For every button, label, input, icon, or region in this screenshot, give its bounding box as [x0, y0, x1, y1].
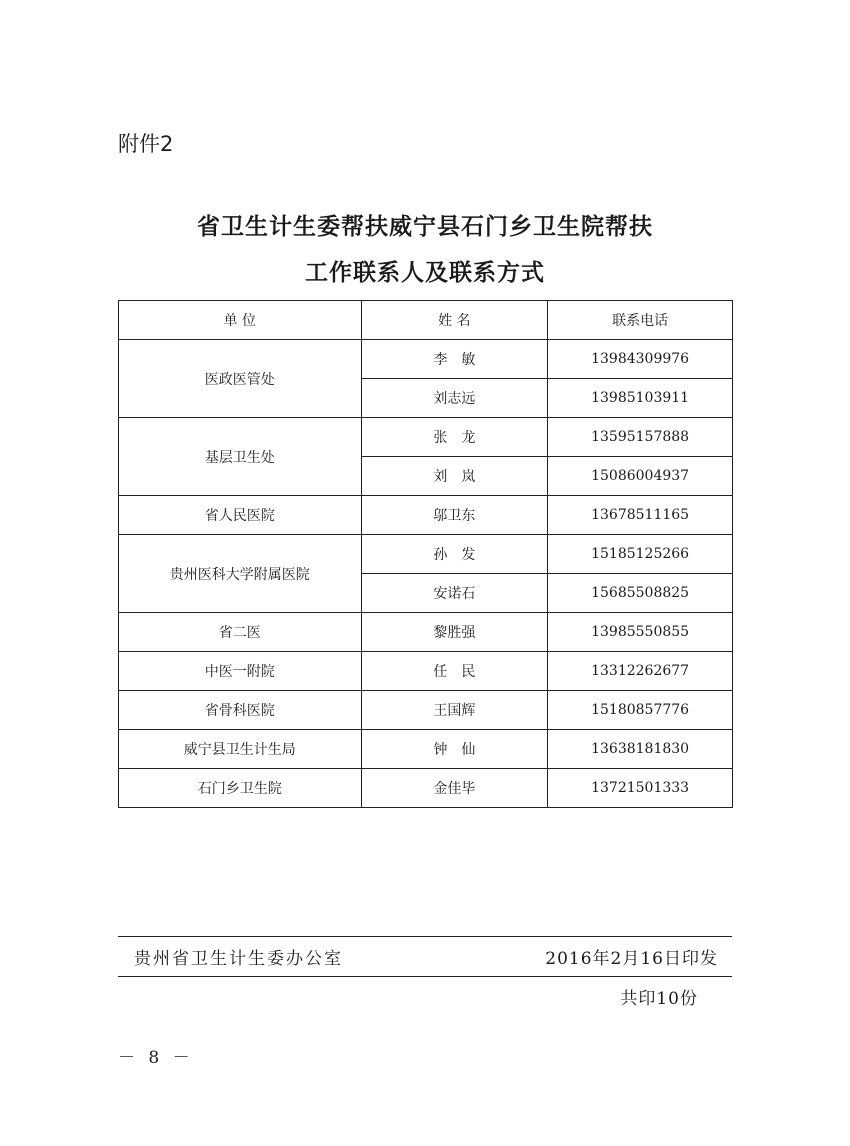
header-name: 姓 名 — [361, 301, 548, 340]
unit-cell: 中医一附院 — [119, 652, 362, 691]
table-row — [119, 418, 733, 457]
phone-cell: 13984309976 — [548, 340, 733, 379]
name-cell: 刘 岚 — [361, 457, 548, 496]
unit-cell: 石门乡卫生院 — [119, 769, 362, 808]
name-cell: 任 民 — [361, 652, 548, 691]
attachment-label: 附件2 — [118, 132, 174, 156]
name-cell: 张 龙 — [361, 418, 548, 457]
name-cell: 金佳毕 — [361, 769, 548, 808]
table-row — [119, 652, 733, 691]
phone-cell: 13638181830 — [548, 730, 733, 769]
phone-cell: 13721501333 — [548, 769, 733, 808]
header-phone: 联系电话 — [548, 301, 733, 340]
phone-cell: 15180857776 — [548, 691, 733, 730]
table-row — [119, 496, 733, 535]
footer-bottom-rule — [118, 976, 732, 977]
document-title-line2: 工作联系人及联系方式 — [305, 259, 545, 286]
phone-cell: 13678511165 — [548, 496, 733, 535]
print-date: 2016年2月16日印发 — [545, 949, 718, 969]
phone-cell: 15685508825 — [548, 574, 733, 613]
name-cell: 安诺石 — [361, 574, 548, 613]
unit-cell: 省骨科医院 — [119, 691, 362, 730]
footer-top-rule — [118, 936, 732, 937]
table-header-row — [119, 301, 733, 340]
name-cell: 孙 发 — [361, 535, 548, 574]
name-cell: 李 敏 — [361, 340, 548, 379]
table-row — [119, 769, 733, 808]
table-row — [119, 691, 733, 730]
name-cell: 刘志远 — [361, 379, 548, 418]
contacts-table — [118, 300, 733, 808]
table-row — [119, 340, 733, 379]
phone-cell: 15086004937 — [548, 457, 733, 496]
table-row — [119, 730, 733, 769]
copies-count: 共印10份 — [620, 989, 698, 1009]
table-row — [119, 535, 733, 574]
header-unit: 单 位 — [119, 301, 362, 340]
phone-cell: 15185125266 — [548, 535, 733, 574]
phone-cell: 13985550855 — [548, 613, 733, 652]
page-number: － 8 － — [118, 1048, 194, 1068]
phone-cell: 13312262677 — [548, 652, 733, 691]
issuing-organization: 贵州省卫生计生委办公室 — [134, 949, 343, 969]
unit-cell: 医政医管处 — [119, 340, 362, 418]
phone-cell: 13595157888 — [548, 418, 733, 457]
unit-cell: 省人民医院 — [119, 496, 362, 535]
name-cell: 王国辉 — [361, 691, 548, 730]
unit-cell: 威宁县卫生计生局 — [119, 730, 362, 769]
unit-cell: 基层卫生处 — [119, 418, 362, 496]
phone-cell: 13985103911 — [548, 379, 733, 418]
name-cell: 钟 仙 — [361, 730, 548, 769]
unit-cell: 贵州医科大学附属医院 — [119, 535, 362, 613]
name-cell: 黎胜强 — [361, 613, 548, 652]
name-cell: 邬卫东 — [361, 496, 548, 535]
unit-cell: 省二医 — [119, 613, 362, 652]
document-title-line1: 省卫生计生委帮扶威宁县石门乡卫生院帮扶 — [197, 213, 653, 240]
table-row — [119, 613, 733, 652]
